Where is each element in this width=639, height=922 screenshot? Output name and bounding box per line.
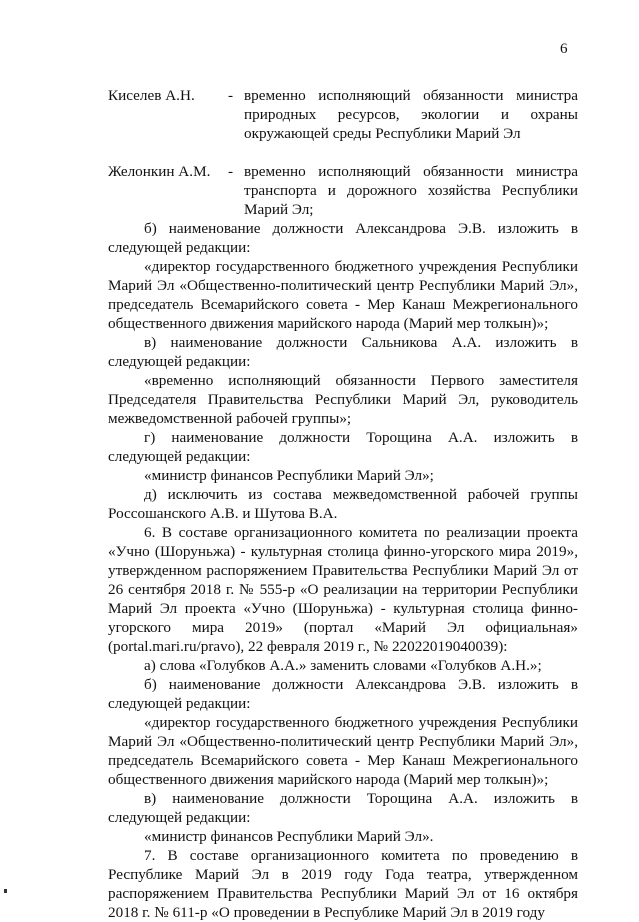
member-name: Киселев А.Н. bbox=[108, 87, 195, 104]
member-name: Желонкин А.М. bbox=[108, 163, 211, 180]
paragraph: 6. В составе организационного комитета по реализации проекта «Учно (Шоруньжа) - культурная столица финно-угорского мира 2019», утвержденном распоряжением Правительства Республики Марий Эл от 26 сентября 2018 г. № 555-р «О реализации на территории Республики Марий Эл проекта «Учно (Шоруньжа) - культурная столица финно-угорского мира 2019» (портал «Марий Эл официальная» (portal.mari.ru/pravo), 22 февраля 2019 г., № 22022019040039): bbox=[108, 524, 578, 655]
member-dash: - bbox=[228, 87, 234, 104]
paragraph: «директор государственного бюджетного учреждения Республики Марий Эл «Общественно-политический центр Республики Марий Эл», председатель Всемарийского совета - Мер Канаш Межрегионального общественного движения марийского народа (Марий мер толкын)»; bbox=[108, 714, 578, 788]
member-position: временно исполняющий обязанности министра транспорта и дорожного хозяйства Республики Марий Эл; bbox=[244, 163, 578, 218]
paragraph: «директор государственного бюджетного учреждения Республики Марий Эл «Общественно-политический центр Республики Марий Эл», председатель Всемарийского совета - Мер Канаш Межрегионального общественного движения марийского народа (Марий мер толкын)»; bbox=[108, 258, 578, 332]
member-position: временно исполняющий обязанности министра природных ресурсов, экологии и охраны окружающей среды Республики Марий Эл bbox=[244, 87, 578, 142]
scan-edge-mark bbox=[4, 889, 7, 893]
document-body bbox=[108, 86, 578, 922]
member-entry-kiselev bbox=[108, 86, 578, 143]
paragraph: 7. В составе организационного комитета по проведению в Республике Марий Эл в 2019 году Года театра, утвержденном распоряжением Правительства Республики Марий Эл от 16 октября 2018 г. № 611-р «О проведении в Республике Марий Эл в 2019 году bbox=[108, 847, 578, 921]
paragraph: «министр финансов Республики Марий Эл». bbox=[144, 828, 434, 845]
paragraph: б) наименование должности Александрова Э.В. изложить в следующей редакции: bbox=[108, 220, 578, 256]
paragraph: д) исключить из состава межведомственной рабочей группы Россошанского А.В. и Шутова В.А. bbox=[108, 486, 578, 522]
member-entry-zhelonkin bbox=[108, 162, 578, 219]
paragraph: г) наименование должности Торощина А.А. изложить в следующей редакции: bbox=[108, 429, 578, 465]
page-number: 6 bbox=[560, 41, 568, 57]
member-dash: - bbox=[228, 163, 234, 180]
paragraph: «министр финансов Республики Марий Эл»; bbox=[144, 467, 434, 484]
paragraph: в) наименование должности Торощина А.А. изложить в следующей редакции: bbox=[108, 790, 578, 826]
paragraph: в) наименование должности Сальникова А.А. изложить в следующей редакции: bbox=[108, 334, 578, 370]
paragraph: «временно исполняющий обязанности Первого заместителя Председателя Правительства Республики Марий Эл, руководитель межведомственной рабочей группы»; bbox=[108, 372, 578, 427]
paragraph: а) слова «Голубков А.А.» заменить словами «Голубков А.Н.»; bbox=[144, 657, 542, 674]
paragraph: б) наименование должности Александрова Э.В. изложить в следующей редакции: bbox=[108, 676, 578, 712]
